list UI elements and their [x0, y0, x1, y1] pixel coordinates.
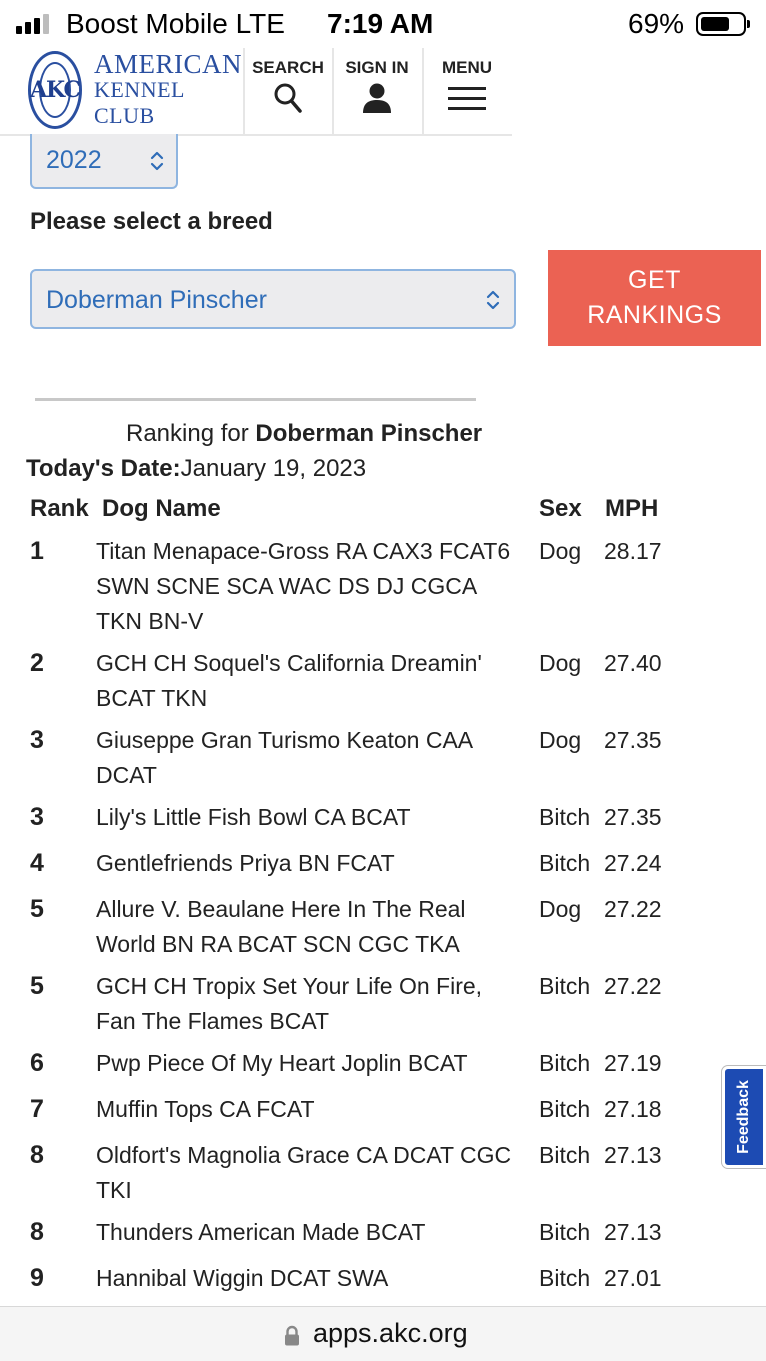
rank-cell: 8	[30, 1141, 44, 1169]
dog-name-cell: Gentlefriends Priya BN FCAT	[96, 850, 395, 876]
sex-cell: Bitch	[539, 1142, 591, 1168]
search-button[interactable]	[243, 48, 331, 134]
rank-cell: 4	[30, 849, 44, 877]
browser-url-bar[interactable]	[0, 1306, 766, 1361]
url-text: apps.akc.org	[313, 1318, 468, 1348]
dog-name-cell: Giuseppe Gran Turismo Keaton CAA DCAT	[96, 727, 472, 788]
todays-date	[26, 455, 366, 483]
divider	[35, 398, 476, 401]
dog-name-cell: Hannibal Wiggin DCAT SWA	[96, 1265, 389, 1291]
menu-button[interactable]	[422, 48, 510, 134]
get-rankings-line2: RANKINGS	[587, 301, 722, 329]
brand-line2: KENNEL CLUB	[93, 77, 185, 128]
column-header-dog-name: Dog Name	[102, 495, 221, 522]
sex-cell: Bitch	[539, 804, 591, 830]
sign-in-label: SIGN IN	[345, 58, 409, 77]
chevron-up-down-icon	[486, 289, 500, 311]
rank-cell: 6	[30, 1049, 44, 1077]
search-icon	[273, 82, 303, 114]
battery-icon	[696, 12, 746, 36]
year-select[interactable]	[30, 134, 178, 189]
breed-value: Doberman Pinscher	[46, 286, 267, 314]
rank-cell: 2	[30, 649, 44, 677]
rank-cell: 5	[30, 895, 44, 923]
sex-cell: Dog	[539, 538, 582, 564]
feedback-label: Feedback	[735, 1080, 752, 1154]
sex-cell: Bitch	[539, 850, 591, 876]
sex-cell: Bitch	[539, 1265, 591, 1291]
rank-cell: 8	[30, 1218, 44, 1246]
search-label: SEARCH	[252, 58, 324, 77]
brand-name	[94, 51, 242, 129]
clock: 7:19 AM	[327, 8, 434, 39]
mph-cell: 27.13	[604, 1219, 662, 1245]
mph-cell: 27.19	[604, 1050, 662, 1076]
dog-name-cell: Lily's Little Fish Bowl CA BCAT	[96, 804, 411, 830]
mph-cell: 27.01	[604, 1265, 662, 1291]
column-header-sex: Sex	[539, 495, 582, 522]
dog-name-cell: Titan Menapace-Gross RA CAX3 FCAT6 SWN SCNE SCA WAC DS DJ CGCA TKN BN-V	[96, 538, 511, 634]
column-header-mph: MPH	[605, 495, 659, 522]
dog-name-cell: Pwp Piece Of My Heart Joplin BCAT	[96, 1050, 468, 1076]
site-header	[0, 48, 512, 136]
hamburger-icon	[447, 82, 487, 114]
dog-name-cell: Muffin Tops CA FCAT	[96, 1096, 315, 1122]
menu-label: MENU	[441, 58, 493, 77]
mph-cell: 27.22	[604, 973, 662, 999]
dog-name-cell: Oldfort's Magnolia Grace CA DCAT CGC TKI	[96, 1142, 512, 1203]
sex-cell: Bitch	[539, 1050, 591, 1076]
signal-strength-icon	[16, 14, 49, 34]
feedback-tab[interactable]	[722, 1066, 766, 1168]
mph-cell: 27.18	[604, 1096, 662, 1122]
sign-in-button[interactable]	[332, 48, 420, 134]
rank-cell: 3	[30, 803, 44, 831]
ranking-heading	[126, 420, 482, 448]
mph-cell: 27.35	[604, 804, 662, 830]
ranking-prefix: Ranking for	[126, 420, 256, 447]
mph-cell: 27.40	[604, 650, 662, 676]
breed-select-label: Please select a breed	[30, 208, 273, 235]
rank-cell: 7	[30, 1095, 44, 1123]
mph-cell: 27.22	[604, 896, 662, 922]
rank-cell: 5	[30, 972, 44, 1000]
mph-cell: 28.17	[604, 538, 662, 564]
akc-logo[interactable]	[28, 50, 242, 130]
sex-cell: Dog	[539, 650, 582, 676]
carrier-label: Boost Mobile LTE	[66, 8, 285, 39]
sex-cell: Bitch	[539, 973, 591, 999]
mph-cell: 27.35	[604, 727, 662, 753]
chevron-up-down-icon	[150, 150, 164, 172]
sex-cell: Dog	[539, 727, 582, 753]
date-label: Today's Date:	[26, 455, 181, 482]
user-icon	[361, 82, 393, 114]
ranking-breed: Doberman Pinscher	[255, 420, 483, 447]
rank-cell: 1	[30, 537, 44, 565]
get-rankings-button[interactable]	[548, 250, 761, 346]
battery-percent: 69%	[628, 8, 685, 39]
rank-cell: 3	[30, 726, 44, 754]
seal-text: AKC	[29, 77, 81, 103]
sex-cell: Bitch	[539, 1219, 591, 1245]
mph-cell: 27.24	[604, 850, 662, 876]
status-bar	[0, 0, 766, 48]
akc-seal-icon	[28, 51, 82, 129]
get-rankings-line1: GET	[628, 266, 681, 294]
dog-name-cell: Thunders American Made BCAT	[96, 1219, 426, 1245]
lock-icon	[284, 1325, 300, 1347]
column-header-rank: Rank	[30, 495, 89, 522]
brand-line1: AMERICAN	[93, 49, 242, 79]
breed-select[interactable]	[30, 269, 516, 329]
dog-name-cell: GCH CH Tropix Set Your Life On Fire, Fan The Flames BCAT	[96, 973, 483, 1034]
sex-cell: Dog	[539, 896, 582, 922]
rank-cell: 9	[30, 1264, 44, 1292]
dog-name-cell: Allure V. Beaulane Here In The Real World BN RA BCAT SCN CGC TKA	[96, 896, 466, 957]
dog-name-cell: GCH CH Soquel's California Dreamin' BCAT TKN	[96, 650, 482, 711]
date-value: January 19, 2023	[180, 455, 367, 482]
mph-cell: 27.13	[604, 1142, 662, 1168]
year-value: 2022	[46, 146, 102, 174]
sex-cell: Bitch	[539, 1096, 591, 1122]
